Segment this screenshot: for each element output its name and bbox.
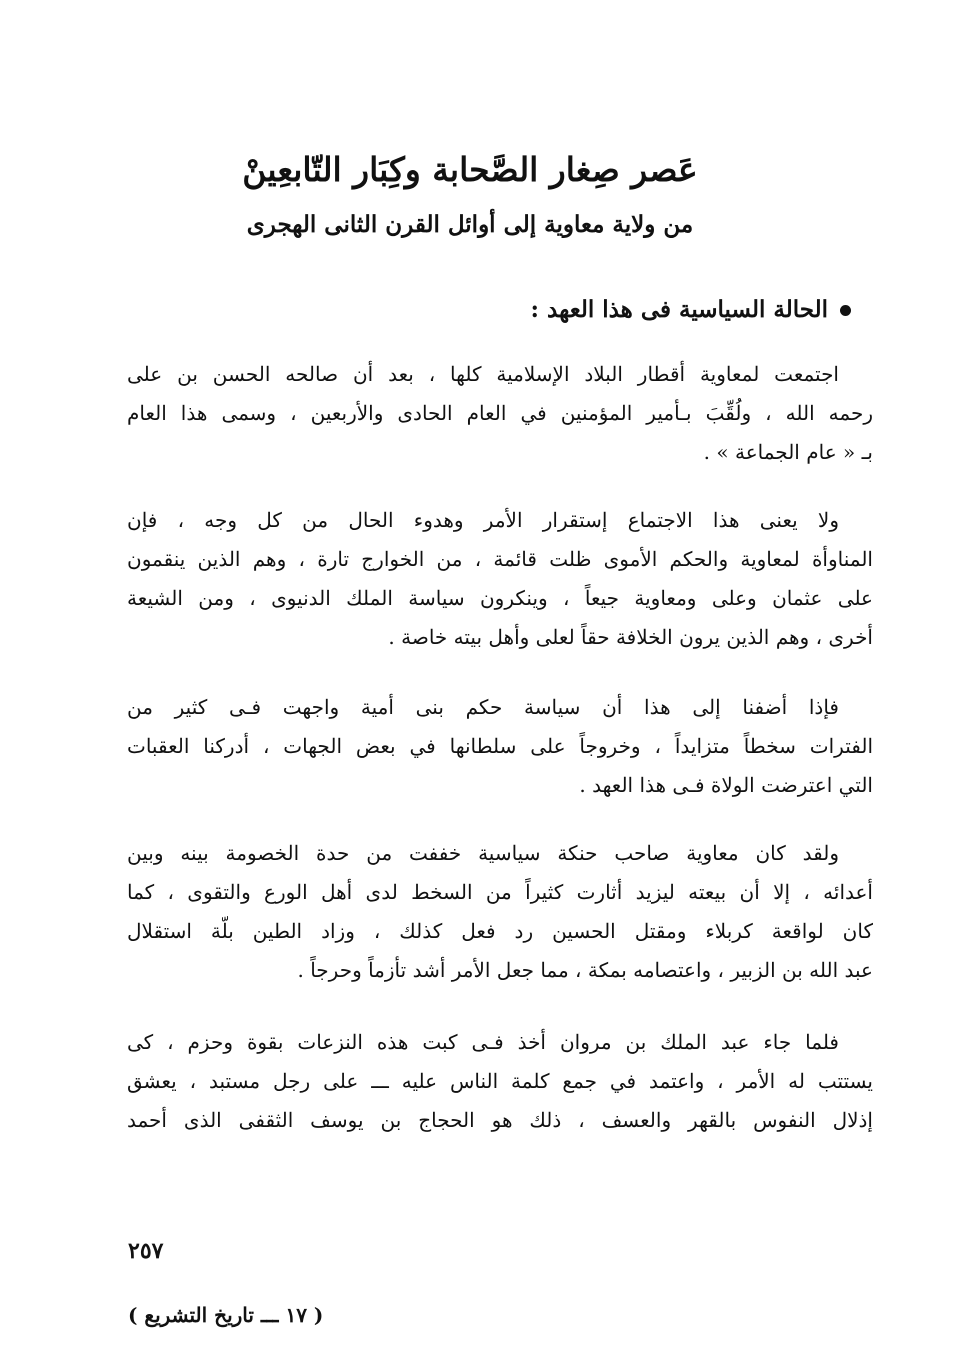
paragraph bbox=[127, 688, 873, 805]
paragraph-line: بـ « عام الجماعة » . bbox=[703, 440, 873, 464]
printer-signature: ( ١٧ ـــ تاريخ التشريع ) bbox=[128, 1303, 324, 1327]
paragraph bbox=[127, 355, 873, 472]
paragraph-line: كان لواقعة كربلاء ومقتل الحسين رد فعل كذلك ، وزاد الطين بلّة استقلال bbox=[127, 919, 873, 943]
paragraph-line: أخرى ، وهم الذين يرون الخلافة حقاً لعلى وأهل بيته خاصة . bbox=[388, 625, 873, 649]
paragraph-line: يستتب له الأمر ، واعتمد في جمع كلمة الناس عليه ـــ على رجل مستبد ، يعشق bbox=[127, 1069, 873, 1093]
paragraph bbox=[127, 501, 873, 657]
paragraph-line: أعدائه ، إلا أن بيعته ليزيد أثارت كثيراً من السخط لدى أهل الورع والتقوى ، كما bbox=[127, 880, 873, 904]
paragraph-line: ولا يعنى هذا الاجتماع إستقرار الأمر وهدوء الحال من كل وجه ، فإن bbox=[127, 508, 839, 532]
page-title: عَصر صِغار الصَّحابة وكِبَار التّابعِينْ bbox=[242, 150, 698, 189]
paragraph bbox=[127, 834, 873, 990]
paragraph bbox=[127, 1023, 873, 1140]
paragraph-line: رحمه الله ، ولُقِّبَ بـأمير المؤمنين في العام الحادى والأربعين ، وسمى هذا العام bbox=[127, 401, 873, 425]
section-heading-text: الحالة السياسية فى هذا العهد : bbox=[530, 296, 828, 323]
paragraph-line: على عثمان وعلى ومعاوية جيعاً ، وينكرون سياسة الملك الدنيوى ، ومن الشيعة bbox=[127, 586, 873, 610]
section-heading bbox=[531, 292, 851, 328]
paragraph-line: ولقد كان معاوية صاحب حنكة سياسية خففت من حدة الخصومة بينه وبين bbox=[127, 841, 839, 865]
page-subtitle: من ولاية معاوية إلى أوائل القرن الثانى الهجرى bbox=[246, 211, 694, 238]
paragraph-line: فإذا أضفنا إلى هذا أن سياسة حكم بنى أمية واجهت فـى كثير من bbox=[127, 695, 839, 719]
paragraph-line: إذلال النفوس بالقهر والعسف ، ذلك هو الحجاج بن يوسف الثقفى الذى أحمد bbox=[127, 1108, 873, 1132]
paragraph-line: التي اعترضت الولاة فـى هذا العهد . bbox=[579, 773, 873, 797]
paragraph-line: المناوأة لمعاوية والحكم الأموى ظلت قائمة ، من الخوارج تارة ، وهم الذين ينقمون bbox=[127, 547, 873, 571]
paragraph-line: اجتمعت لمعاوية أقطار البلاد الإسلامية كلها ، بعد أن صالحه الحسن بن على bbox=[127, 362, 839, 386]
paragraph-line: فلما جاء عبد الملك بن مروان أخذ فـى كبت هذه النزعات بقوة وحزم ، كى bbox=[127, 1030, 839, 1054]
page-number: ٢٥٧ bbox=[128, 1238, 164, 1264]
bullet-icon bbox=[840, 305, 851, 316]
paragraph-line: عبد الله بن الزبير ، واعتصامه بمكة ، مما جعل الأمر أشد تأزماً وحرجاً . bbox=[297, 958, 873, 982]
paragraph-line: الفترات سخطاً متزايداً ، وخروجاً على سلطانها في بعض الجهات ، أدركنا العقبات bbox=[127, 734, 873, 758]
